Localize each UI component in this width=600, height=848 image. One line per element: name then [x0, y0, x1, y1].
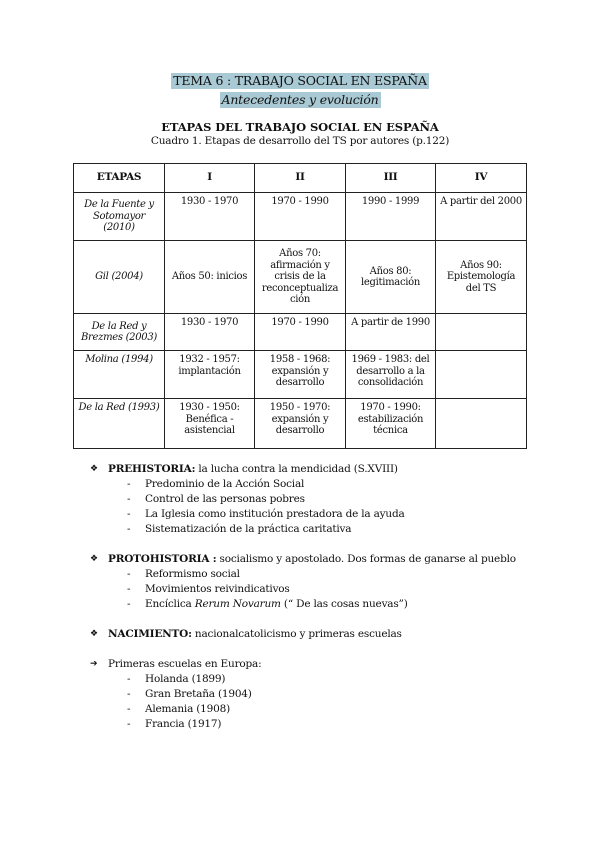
table-cell: 1990 - 1999: [346, 193, 436, 241]
dash-bullet: -: [127, 688, 131, 700]
list-item: - Encíclica Rerum Novarum (“ De las cosas nuevas”): [127, 598, 408, 610]
table-header-cell: III: [346, 164, 436, 193]
document-subtitle: Antecedentes y evolución: [221, 92, 379, 107]
list-item: - Movimientos reivindicativos: [127, 583, 290, 595]
list-item: - Reformismo social: [127, 568, 240, 580]
document-title: TEMA 6 : TRABAJO SOCIAL EN ESPAÑA: [173, 73, 427, 88]
list-item: - Gran Bretaña (1904): [127, 688, 252, 700]
author-cell: De la Red (1993): [74, 399, 165, 449]
author-cell: Gil (2004): [74, 241, 165, 314]
dash-bullet: -: [127, 568, 131, 580]
dash-bullet: -: [127, 493, 131, 505]
table-cell: Años 70: afirmación y crisis de la reconceptualiza ción: [255, 241, 346, 314]
etapas-table: [73, 163, 527, 449]
list-item: - Sistematización de la práctica caritativa: [127, 523, 352, 535]
escuelas-heading: [90, 657, 570, 672]
table-cell: 1950 - 1970: expansión y desarrollo: [255, 399, 346, 449]
author-cell: De la Red y Brezmes (2003): [74, 314, 165, 351]
arrow-right-icon: ➔: [90, 659, 98, 669]
dash-bullet: -: [127, 583, 131, 595]
list-item: - Holanda (1899): [127, 673, 226, 685]
table-cell: 1930 - 1970: [165, 193, 255, 241]
protohistoria-list: [90, 567, 570, 612]
table-header-row: [74, 164, 527, 193]
section-title: ETAPAS DEL TRABAJO SOCIAL EN ESPAÑA: [161, 120, 439, 134]
diamond-bullet-icon: ❖: [90, 464, 98, 474]
list-item: - Predominio de la Acción Social: [127, 478, 305, 490]
list-item: - La Iglesia como institución prestadora de la ayuda: [127, 508, 405, 520]
protohistoria-text: socialismo y apostolado. Dos formas de ganarse al pueblo: [216, 553, 516, 565]
table-cell: 1932 - 1957: implantación: [165, 351, 255, 399]
nacimiento-label: NACIMIENTO:: [108, 628, 192, 640]
prehistoria-text: la lucha contra la mendicidad (S.XVIII): [195, 463, 398, 475]
list-item: - Control de las personas pobres: [127, 493, 305, 505]
table-cell: 1970 - 1990: [255, 314, 346, 351]
table-row: [74, 241, 527, 314]
table-cell: [436, 399, 527, 449]
table-header-cell: IV: [436, 164, 527, 193]
list-item: - Francia (1917): [127, 718, 222, 730]
table-row: [74, 351, 527, 399]
author-cell: Molina (1994): [74, 351, 165, 399]
escuelas-list: [90, 672, 570, 732]
table-cell: A partir del 2000: [436, 193, 527, 241]
table-cell: 1970 - 1990: [255, 193, 346, 241]
table-row: [74, 399, 527, 449]
table-cell: [436, 314, 527, 351]
nacimiento-heading: [90, 627, 570, 642]
table-row: [74, 314, 527, 351]
table-cell: Años 90: Epistemología del TS: [436, 241, 527, 314]
dash-bullet: -: [127, 508, 131, 520]
table-cell: Años 80: legitimación: [346, 241, 436, 314]
dash-bullet: -: [127, 523, 131, 535]
protohistoria-heading: [90, 552, 570, 567]
prehistoria-label: PREHISTORIA:: [108, 463, 196, 475]
protohistoria-label: PROTOHISTORIA :: [108, 553, 217, 565]
nacimiento-text: nacionalcatolicismo y primeras escuelas: [191, 628, 402, 640]
title-block: [0, 70, 600, 108]
diamond-bullet-icon: ❖: [90, 554, 98, 564]
author-cell: De la Fuente y Sotomayor (2010): [74, 193, 165, 241]
table-cell: Años 50: inicios: [165, 241, 255, 314]
table-header-cell: I: [165, 164, 255, 193]
table-cell: 1958 - 1968: expansión y desarrollo: [255, 351, 346, 399]
prehistoria-heading: [90, 462, 570, 477]
table-header-cell: II: [255, 164, 346, 193]
table-cell: 1969 - 1983: del desarrollo a la consolidación: [346, 351, 436, 399]
notes-section: [90, 462, 570, 732]
prehistoria-list: [90, 477, 570, 537]
table-cell: A partir de 1990: [346, 314, 436, 351]
table-caption: Cuadro 1. Etapas de desarrollo del TS por autores (p.122): [150, 135, 450, 147]
table-cell: 1930 - 1970: [165, 314, 255, 351]
dash-bullet: -: [127, 673, 131, 685]
dash-bullet: -: [127, 478, 131, 490]
enciclica-name: Rerum Novarum: [194, 598, 281, 610]
table-row: [74, 193, 527, 241]
table-header-cell: ETAPAS: [74, 164, 165, 193]
diamond-bullet-icon: ❖: [90, 629, 98, 639]
table-cell: 1970 - 1990: estabilización técnica: [346, 399, 436, 449]
dash-bullet: -: [127, 598, 131, 610]
escuelas-text: Primeras escuelas en Europa:: [108, 658, 262, 670]
dash-bullet: -: [127, 718, 131, 730]
dash-bullet: -: [127, 703, 131, 715]
table-cell: [436, 351, 527, 399]
table-cell: 1930 - 1950: Benéfica - asistencial: [165, 399, 255, 449]
list-item: - Alemania (1908): [127, 703, 231, 715]
